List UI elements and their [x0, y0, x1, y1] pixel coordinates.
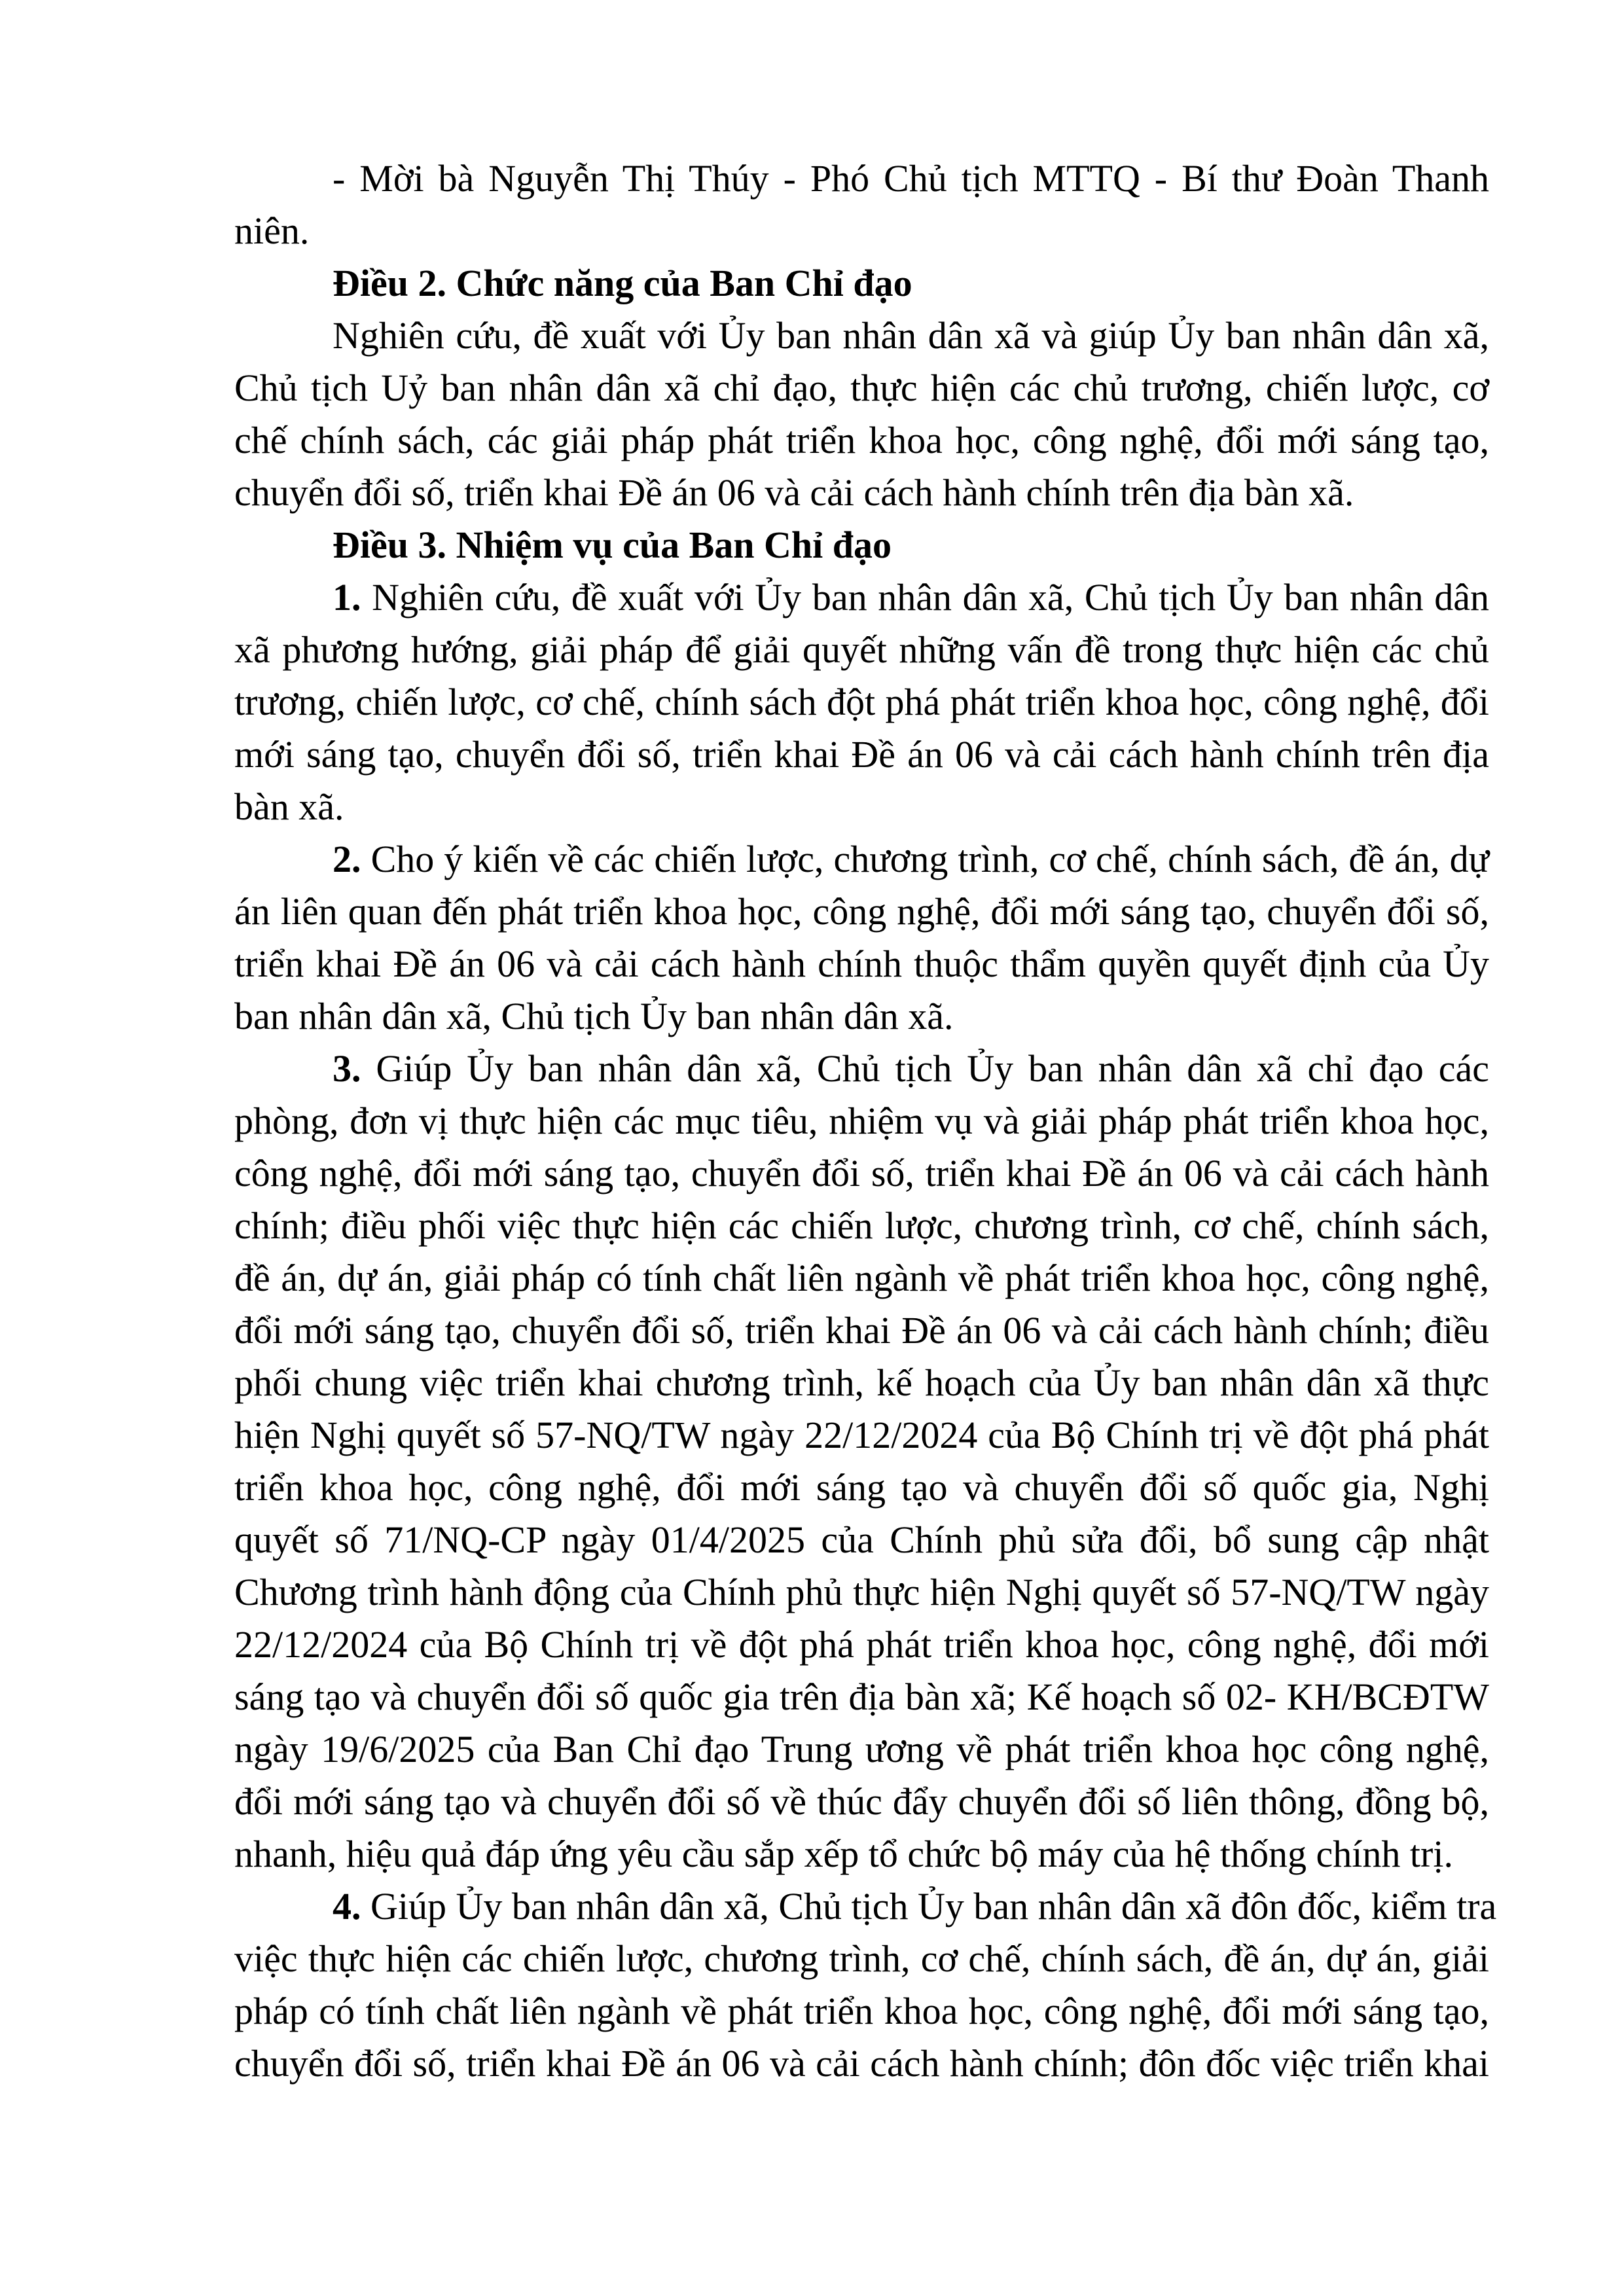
line-text: Cho ý kiến về các chiến lược, chương trình, cơ chế, chính sách, đề án, dự [370, 838, 1490, 880]
text-line [234, 571, 1489, 624]
text-line [234, 1252, 1489, 1304]
paragraph [234, 152, 1489, 257]
document-page [234, 152, 1497, 2090]
text-line [234, 886, 1489, 938]
line-text: triển khai Đề án 06 và cải cách hành chính thuộc thẩm quyền quyết định của Ủy [234, 942, 1489, 985]
line-text: đổi mới sáng tạo, chuyển đổi số, triển khai Đề án 06 và cải cách hành chính; điều [234, 1309, 1489, 1352]
line-text: xã phương hướng, giải pháp để giải quyết những vấn đề trong thực hiện các chủ [234, 628, 1489, 671]
paragraph [234, 310, 1489, 519]
text-line [234, 728, 1489, 781]
text-line [234, 1409, 1489, 1462]
item-number: 3. [333, 1047, 361, 1090]
text-line [234, 1933, 1489, 1985]
text-line [234, 467, 1489, 519]
line-text: mới sáng tạo, chuyển đổi số, triển khai Đề án 06 và cải cách hành chính trên địa [234, 733, 1489, 776]
line-text: đề án, dự án, giải pháp có tính chất liên ngành về phát triển khoa học, công nghệ, [234, 1257, 1489, 1299]
numbered-item [234, 571, 1489, 833]
article-heading [234, 519, 1489, 571]
line-text: chính; điều phối việc thực hiện các chiến lược, chương trình, cơ chế, chính sách, [234, 1204, 1489, 1247]
line-text: Điều 2. Chức năng của Ban Chỉ đạo [333, 262, 912, 304]
line-text: Giúp Ủy ban nhân dân xã, Chủ tịch Ủy ban nhân dân xã chỉ đạo các [376, 1047, 1489, 1090]
line-text: triển khoa học, công nghệ, đổi mới sáng tạo và chuyển đổi số quốc gia, Nghị [234, 1466, 1489, 1509]
text-line [234, 676, 1489, 728]
line-text: phòng, đơn vị thực hiện các mục tiêu, nhiệm vụ và giải pháp phát triển khoa học, [234, 1100, 1489, 1142]
text-line [234, 833, 1489, 886]
numbered-item [234, 1880, 1497, 2090]
line-text: Điều 3. Nhiệm vụ của Ban Chỉ đạo [333, 524, 892, 566]
line-text: chuyển đổi số, triển khai Đề án 06 và cải cách hành chính trên địa bàn xã. [234, 471, 1354, 514]
line-text: chế chính sách, các giải pháp phát triển khoa học, công nghệ, đổi mới sáng tạo, [234, 419, 1489, 461]
text-line [234, 1828, 1489, 1880]
line-text: án liên quan đến phát triển khoa học, công nghệ, đổi mới sáng tạo, chuyển đổi số, [234, 890, 1489, 933]
line-text: Nghiên cứu, đề xuất với Ủy ban nhân dân xã và giúp Ủy ban nhân dân xã, [333, 314, 1489, 357]
text-line [234, 362, 1489, 414]
item-number: 1. [333, 576, 361, 619]
text-line [234, 1776, 1489, 1828]
text-line [234, 1619, 1489, 1671]
text-line [234, 1147, 1489, 1200]
text-line [234, 310, 1489, 362]
text-line [234, 1043, 1489, 1095]
line-text: quyết số 71/NQ-CP ngày 01/4/2025 của Chính phủ sửa đổi, bổ sung cập nhật [234, 1518, 1489, 1561]
text-line [234, 1723, 1489, 1776]
line-text: phối chung việc triển khai chương trình, kế hoạch của Ủy ban nhân dân xã thực [234, 1361, 1489, 1404]
numbered-item [234, 1043, 1489, 1880]
line-text: trương, chiến lược, cơ chế, chính sách đột phá phát triển khoa học, công nghệ, đổi [234, 681, 1489, 723]
line-text: bàn xã. [234, 785, 344, 828]
numbered-item [234, 833, 1489, 1043]
article-heading [234, 257, 1489, 310]
item-number: 2. [333, 838, 361, 880]
line-text: công nghệ, đổi mới sáng tạo, chuyển đổi số, triển khai Đề án 06 và cải cách hành [234, 1152, 1489, 1194]
text-line [234, 257, 1489, 310]
line-text: Chương trình hành động của Chính phủ thực hiện Nghị quyết số 57-NQ/TW ngày [234, 1571, 1489, 1613]
line-text: hiện Nghị quyết số 57-NQ/TW ngày 22/12/2024 của Bộ Chính trị về đột phá phát [234, 1414, 1489, 1456]
text-line [234, 781, 1489, 833]
text-line [234, 205, 1489, 257]
line-text: - Mời bà Nguyễn Thị Thúy - Phó Chủ tịch MTTQ - Bí thư Đoàn Thanh [333, 157, 1489, 200]
text-line [234, 1514, 1489, 1566]
text-line [234, 1357, 1489, 1409]
text-line [234, 1880, 1497, 1933]
text-line [234, 1985, 1489, 2037]
line-text: đổi mới sáng tạo và chuyển đổi số về thúc đẩy chuyển đổi số liên thông, đồng bộ, [234, 1780, 1489, 1823]
line-text: nhanh, hiệu quả đáp ứng yêu cầu sắp xếp tổ chức bộ máy của hệ thống chính trị. [234, 1833, 1453, 1875]
text-line [234, 990, 1489, 1043]
text-line [234, 1462, 1489, 1514]
text-line [234, 414, 1489, 467]
text-line [234, 519, 1489, 571]
text-line [234, 1304, 1489, 1357]
line-text: pháp có tính chất liên ngành về phát triển khoa học, công nghệ, đổi mới sáng tạo, [234, 1990, 1489, 2032]
text-line [234, 1566, 1489, 1619]
line-text: việc thực hiện các chiến lược, chương trình, cơ chế, chính sách, đề án, dự án, giải [234, 1937, 1489, 1980]
text-line [234, 2037, 1489, 2090]
text-line [234, 152, 1489, 205]
text-line [234, 624, 1489, 676]
line-text: niên. [234, 209, 310, 252]
line-text: ban nhân dân xã, Chủ tịch Ủy ban nhân dân xã. [234, 995, 954, 1037]
text-line [234, 1671, 1489, 1723]
line-text: 22/12/2024 của Bộ Chính trị về đột phá phát triển khoa học, công nghệ, đổi mới [234, 1623, 1489, 1666]
line-text: ngày 19/6/2025 của Ban Chỉ đạo Trung ương về phát triển khoa học công nghệ, [234, 1728, 1489, 1770]
line-text: Chủ tịch Uỷ ban nhân dân xã chỉ đạo, thực hiện các chủ trương, chiến lược, cơ [234, 367, 1489, 409]
text-line [234, 938, 1489, 990]
line-text: Giúp Ủy ban nhân dân xã, Chủ tịch Ủy ban nhân dân xã đôn đốc, kiểm tra [370, 1885, 1497, 1928]
item-number: 4. [333, 1885, 361, 1928]
line-text: Nghiên cứu, đề xuất với Ủy ban nhân dân xã, Chủ tịch Ủy ban nhân dân [372, 576, 1489, 619]
line-text: sáng tạo và chuyển đổi số quốc gia trên địa bàn xã; Kế hoạch số 02- KH/BCĐTW [234, 1676, 1489, 1718]
text-line [234, 1200, 1489, 1252]
text-line [234, 1095, 1489, 1147]
line-text: chuyển đổi số, triển khai Đề án 06 và cải cách hành chính; đôn đốc việc triển khai [234, 2042, 1489, 2085]
